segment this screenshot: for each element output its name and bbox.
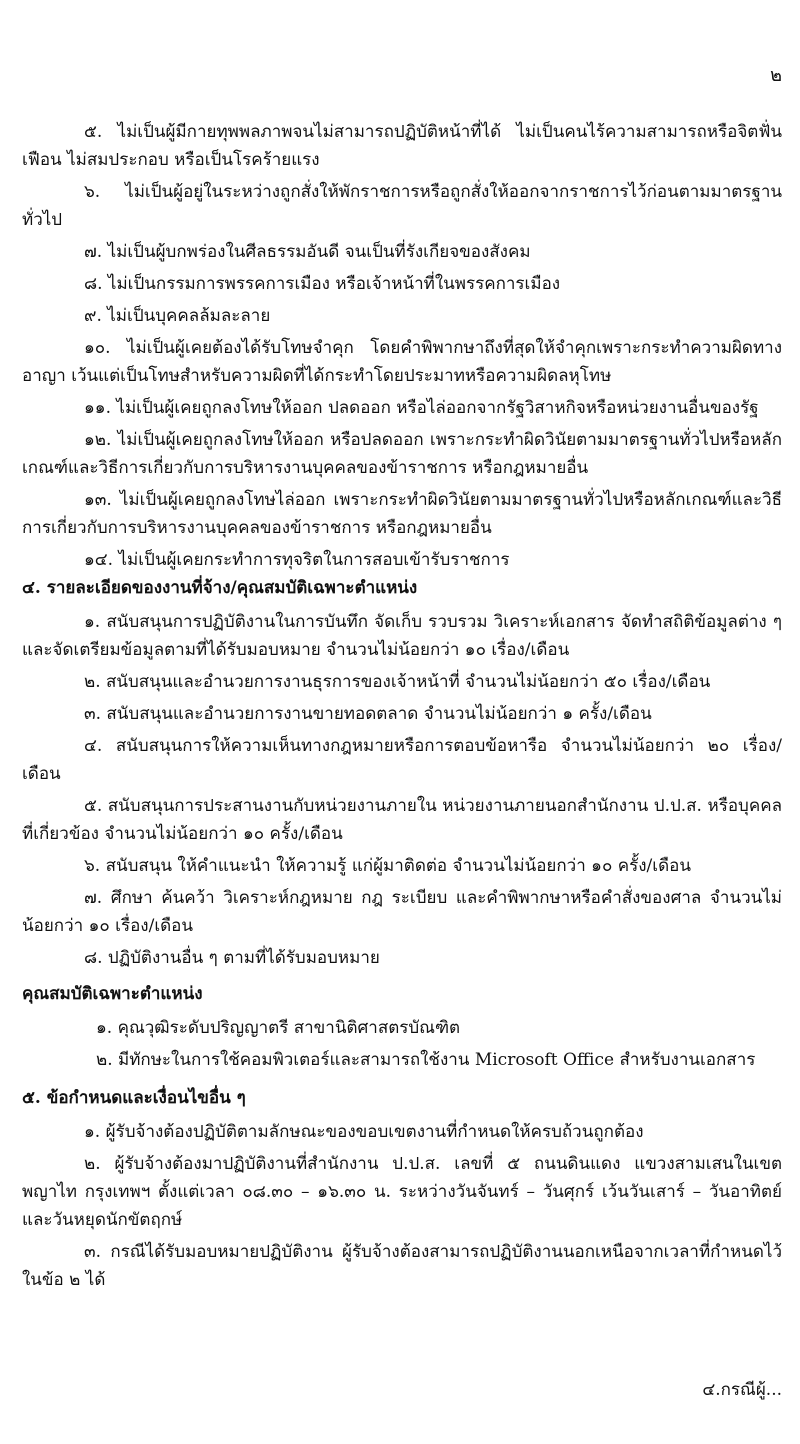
qualification-item: ๑๔. ไม่เป็นผู้เคยกระทำการทุจริตในการสอบเข้ารับราชการ xyxy=(84,550,510,570)
qualification-item: ๖. ไม่เป็นผู้อยู่ในระหว่างถูกสั่งให้พักราชการหรือถูกสั่งให้ออกจากราชการไว้ก่อนตามมาตรฐานทั่วไป xyxy=(22,182,782,230)
task-item: ๖. สนับสนุน ให้คำแนะนำ ให้ความรู้ แก่ผู้มาติดต่อ จำนวนไม่น้อยกว่า ๑๐ ครั้ง/เดือน xyxy=(84,856,691,876)
qualification-item: ๕. ไม่เป็นผู้มีกายทุพพลภาพจนไม่สามารถปฏิบัติหน้าที่ได้ ไม่เป็นคนไร้ความสามารถหรือจิตฟั่นเฟือน ไม่สมประกอบ หรือเป็นโรคร้ายแรง xyxy=(22,122,782,170)
continuation-marker: ๔.กรณีผู้... xyxy=(702,1380,782,1400)
section-4 xyxy=(22,566,782,1078)
section-4-heading: ๔. รายละเอียดของงานที่จ้าง/คุณสมบัติเฉพาะตำแหน่ง xyxy=(22,578,418,598)
position-qualification-item: ๑. คุณวุฒิระดับปริญญาตรี สาขานิติศาสตรบัณฑิต xyxy=(96,1018,461,1038)
qualification-item: ๑๑. ไม่เป็นผู้เคยถูกลงโทษให้ออก ปลดออก หรือไล่ออกจากรัฐวิสาหกิจหรือหน่วยงานอื่นของรัฐ xyxy=(84,398,759,418)
task-item: ๒. สนับสนุนและอำนวยการงานธุรการของเจ้าหน้าที่ จำนวนไม่น้อยกว่า ๕๐ เรื่อง/เดือน xyxy=(84,672,711,692)
task-item: ๔. สนับสนุนการให้ความเห็นทางกฎหมายหรือการตอบข้อหารือ จำนวนไม่น้อยกว่า ๒๐ เรื่อง/เดือน xyxy=(22,736,782,784)
qualification-item: ๑๓. ไม่เป็นผู้เคยถูกลงโทษไล่ออก เพราะกระทำผิดวินัยตามมาตรฐานทั่วไปหรือหลักเกณฑ์และวิธีการเกี่ยวกับการบริหารงานบุคคลของข้าราชการ หรือกฎหมายอื่น xyxy=(22,490,782,538)
qualifications-continued xyxy=(22,118,782,578)
page-number: ๒ xyxy=(770,65,782,86)
task-item: ๗. ศึกษา ค้นคว้า วิเคราะห์กฎหมาย กฎ ระเบียบ และคำพิพากษาหรือคำสั่งของศาล จำนวนไม่น้อยกว่า ๑๐ เรื่อง/เดือน xyxy=(22,888,782,936)
section-5 xyxy=(22,1076,782,1298)
qualification-item: ๙. ไม่เป็นบุคคลล้มละลาย xyxy=(84,306,271,326)
condition-item: ๓. กรณีได้รับมอบหมายปฏิบัติงาน ผู้รับจ้างต้องสามารถปฏิบัติงานนอกเหนือจากเวลาที่กำหนดไว้ในข้อ ๒ ได้ xyxy=(22,1242,782,1290)
task-item: ๕. สนับสนุนการประสานงานกับหน่วยงานภายใน หน่วยงานภายนอกสำนักงาน ป.ป.ส. หรือบุคคลที่เกี่ยวข้อง จำนวนไม่น้อยกว่า ๑๐ ครั้ง/เดือน xyxy=(22,796,782,844)
qualification-item: ๗. ไม่เป็นผู้บกพร่องในศีลธรรมอันดี จนเป็นที่รังเกียจของสังคม xyxy=(84,242,531,262)
task-item: ๘. ปฏิบัติงานอื่น ๆ ตามที่ได้รับมอบหมาย xyxy=(84,948,380,968)
section-5-heading: ๕. ข้อกำหนดและเงื่อนไขอื่น ๆ xyxy=(22,1088,246,1108)
task-item: ๑. สนับสนุนการปฏิบัติงานในการบันทึก จัดเก็บ รวบรวม วิเคราะห์เอกสาร จัดทำสถิติข้อมูลต่าง ๆ และจัดเตรียมข้อมูลตามที่ได้รับมอบหมาย จำนวนไม่น้อยกว่า ๑๐ เรื่อง/เดือน xyxy=(22,612,782,660)
qualification-item: ๑๒. ไม่เป็นผู้เคยถูกลงโทษให้ออก หรือปลดออก เพราะกระทำผิดวินัยตามมาตรฐานทั่วไปหรือหลักเกณฑ์และวิธีการเกี่ยวกับการบริหารงานบุคคลของข้าราชการ หรือกฎหมายอื่น xyxy=(22,430,782,478)
condition-item: ๒. ผู้รับจ้างต้องมาปฏิบัติงานที่สำนักงาน ป.ป.ส. เลขที่ ๕ ถนนดินแดง แขวงสามเสนในเขตพญาไท กรุงเทพฯ ตั้งแต่เวลา ๐๘.๓๐ – ๑๖.๓๐ น. ระหว่างวันจันทร์ – วันศุกร์ เว้นวันเสาร์ – วันอาทิตย์ และวันหยุดนักขัตฤกษ์ xyxy=(22,1154,782,1230)
qualification-item: ๑๐. ไม่เป็นผู้เคยต้องได้รับโทษจำคุก โดยคำพิพากษาถึงที่สุดให้จำคุกเพราะกระทำความผิดทางอาญา เว้นแต่เป็นโทษสำหรับความผิดที่ได้กระทำโดยประมาทหรือความผิดลหุโทษ xyxy=(22,338,782,386)
position-qualifications-heading: คุณสมบัติเฉพาะตำแหน่ง xyxy=(22,984,203,1004)
position-qualification-item: ๒. มีทักษะในการใช้คอมพิวเตอร์และสามารถใช้งาน Microsoft Office สำหรับงานเอกสาร xyxy=(96,1050,756,1070)
qualification-item: ๘. ไม่เป็นกรรมการพรรคการเมือง หรือเจ้าหน้าที่ในพรรคการเมือง xyxy=(84,274,561,294)
condition-item: ๑. ผู้รับจ้างต้องปฏิบัติตามลักษณะของขอบเขตงานที่กำหนดให้ครบถ้วนถูกต้อง xyxy=(84,1122,644,1142)
task-item: ๓. สนับสนุนและอำนวยการงานขายทอดตลาด จำนวนไม่น้อยกว่า ๑ ครั้ง/เดือน xyxy=(84,704,652,724)
